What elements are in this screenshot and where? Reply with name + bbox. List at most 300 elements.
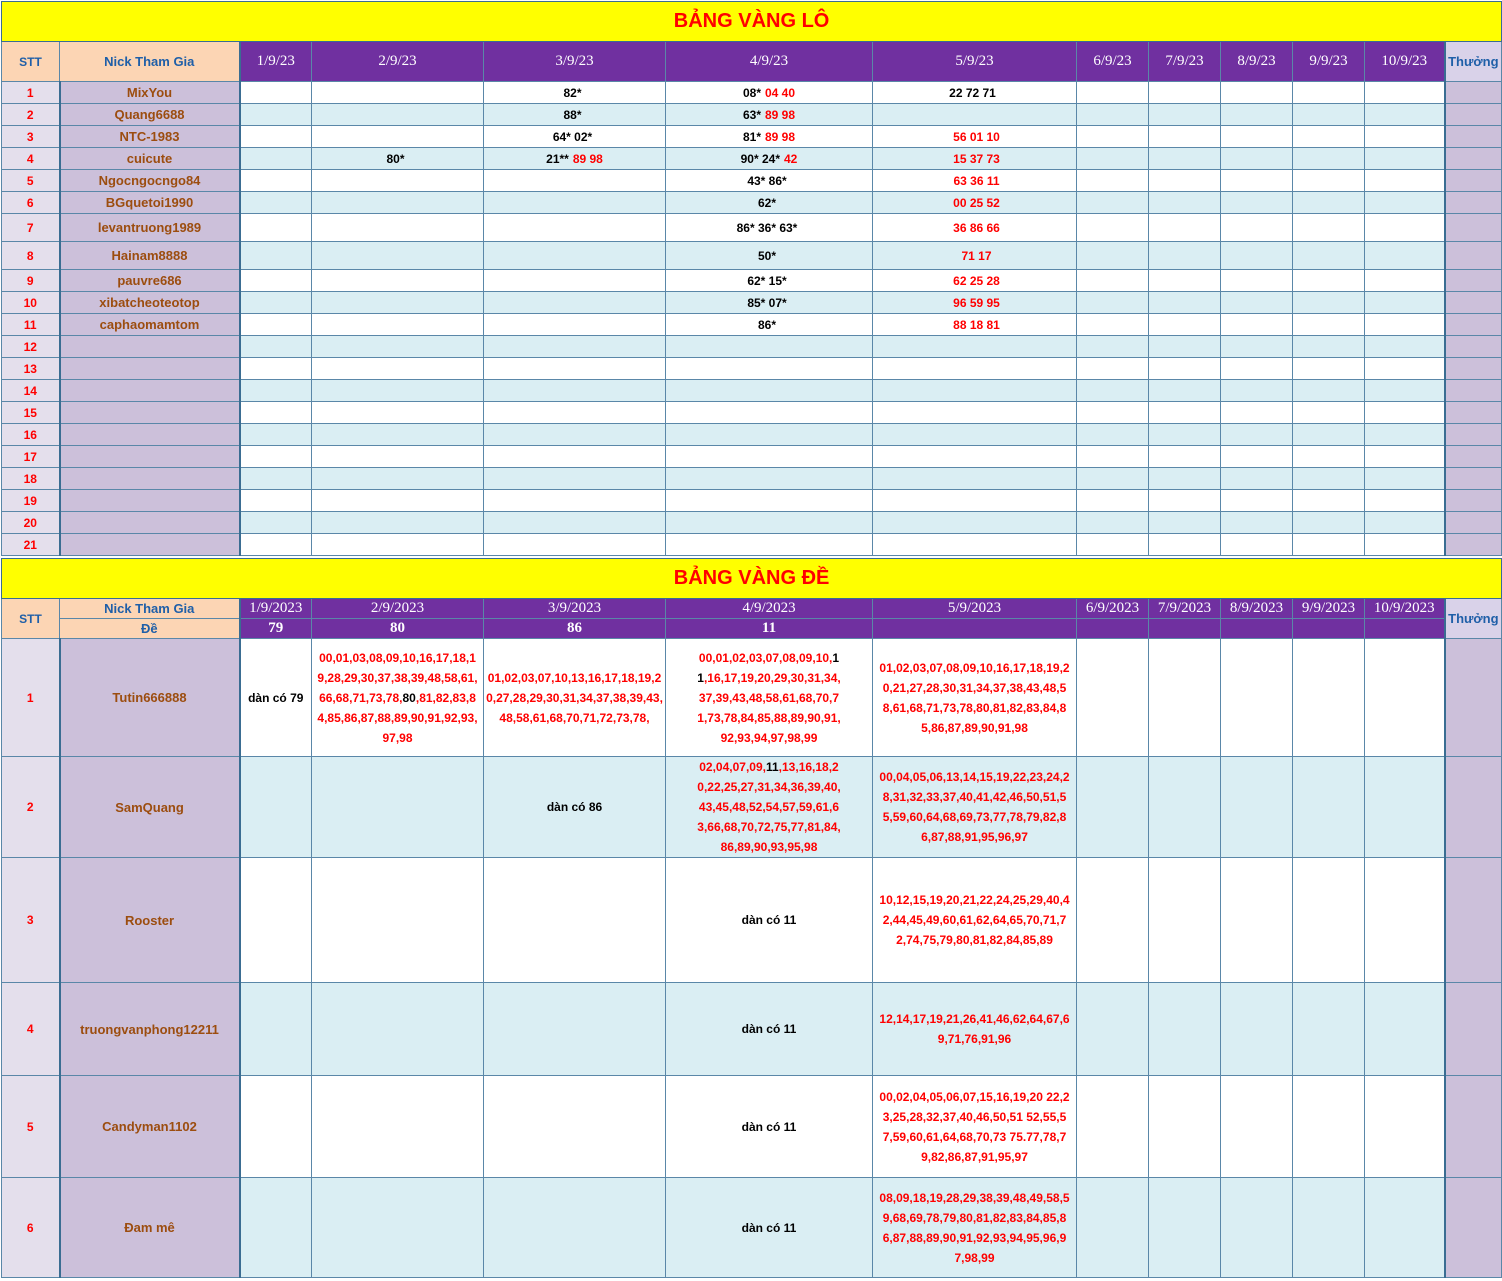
nick-cell: caphaomamtom xyxy=(60,314,240,336)
entry-cell xyxy=(1221,490,1293,512)
award-cell xyxy=(1445,126,1502,148)
entry-cell xyxy=(1221,192,1293,214)
entry-cell xyxy=(484,170,666,192)
entry-cell xyxy=(1149,757,1221,858)
entry-cell xyxy=(1149,1178,1221,1278)
dan-numbers: 02,04,07,09, xyxy=(699,760,766,774)
entry-cell xyxy=(873,983,1077,1076)
entry-cell xyxy=(484,126,666,148)
hit-text: 15 37 73 xyxy=(953,151,1000,166)
nick-cell: MixYou xyxy=(60,82,240,104)
entry-cell xyxy=(873,858,1077,983)
entry-cell xyxy=(1293,424,1365,446)
de-table xyxy=(1,558,1502,1278)
entry-cell xyxy=(1077,639,1149,757)
date-header: 10/9/23 xyxy=(1365,42,1445,82)
entry-cell xyxy=(312,639,484,757)
entry-cell xyxy=(1221,358,1293,380)
pick-text: 63* xyxy=(742,107,761,122)
entry-cell xyxy=(1149,104,1221,126)
entry-cell xyxy=(240,402,312,424)
stt-cell: 5 xyxy=(2,1076,60,1178)
dan-note: dàn có 86 xyxy=(546,800,603,814)
entry-cell xyxy=(1293,468,1365,490)
table-row xyxy=(2,639,1502,757)
table-row xyxy=(2,148,1502,170)
hit-text: 89 98 xyxy=(765,107,796,122)
award-cell xyxy=(1445,214,1502,242)
hit-text: 62 25 28 xyxy=(953,273,1000,288)
entry-cell xyxy=(1221,858,1293,983)
entry-cell xyxy=(1221,1076,1293,1178)
entry-cell xyxy=(312,490,484,512)
nick-cell xyxy=(60,512,240,534)
table-row xyxy=(2,983,1502,1076)
entry-cell xyxy=(873,170,1077,192)
date-header: 10/9/2023 xyxy=(1365,599,1445,619)
entry-cell xyxy=(1221,292,1293,314)
entry-cell xyxy=(666,512,873,534)
entry-cell xyxy=(1077,148,1149,170)
entry-cell xyxy=(1077,468,1149,490)
entry-cell xyxy=(873,82,1077,104)
entry-cell xyxy=(1365,82,1445,104)
entry-cell xyxy=(873,270,1077,292)
entry-cell xyxy=(1077,402,1149,424)
de-result: 11 xyxy=(666,619,873,639)
entry-cell xyxy=(312,468,484,490)
entry-cell xyxy=(312,292,484,314)
pick-text: 86* 36* 63* xyxy=(736,220,798,235)
pick-text: 85* 07* xyxy=(747,295,787,310)
entry-cell xyxy=(1149,534,1221,556)
stt-cell: 3 xyxy=(2,126,60,148)
entry-cell xyxy=(1077,104,1149,126)
award-cell xyxy=(1445,242,1502,270)
table-row xyxy=(2,757,1502,858)
table-row xyxy=(2,242,1502,270)
entry-cell xyxy=(240,512,312,534)
entry-cell xyxy=(1149,336,1221,358)
entry-cell xyxy=(1365,192,1445,214)
dan-numbers: 00,02,04,05,06,07,15,16,19,20 22,23,25,28,32,37,40,46,50,51 52,55,57,59,60,61,64,68,70,73 75.77,78,79,82,86,87,91,95,97 xyxy=(879,1089,1070,1164)
entry-cell xyxy=(873,192,1077,214)
date-header: 8/9/2023 xyxy=(1221,599,1293,619)
de-result xyxy=(1077,619,1149,639)
entry-cell xyxy=(484,534,666,556)
de-result-label: Đề xyxy=(60,619,240,639)
entry-cell xyxy=(240,126,312,148)
entry-cell xyxy=(666,148,873,170)
entry-cell xyxy=(1149,270,1221,292)
entry-cell xyxy=(1293,639,1365,757)
entry-cell xyxy=(240,380,312,402)
date-header: 1/9/23 xyxy=(240,42,312,82)
entry-cell xyxy=(666,490,873,512)
table-row xyxy=(2,104,1502,126)
entry-cell xyxy=(240,270,312,292)
entry-cell xyxy=(1149,858,1221,983)
award-cell xyxy=(1445,336,1502,358)
entry-cell xyxy=(1077,490,1149,512)
entry-cell xyxy=(1221,424,1293,446)
stt-cell: 10 xyxy=(2,292,60,314)
entry-cell xyxy=(1077,170,1149,192)
entry-cell xyxy=(312,757,484,858)
table-row xyxy=(2,336,1502,358)
entry-cell xyxy=(484,104,666,126)
entry-cell xyxy=(873,358,1077,380)
award-cell xyxy=(1445,858,1502,983)
entry-cell xyxy=(666,126,873,148)
stt-cell: 21 xyxy=(2,534,60,556)
entry-cell xyxy=(240,490,312,512)
entry-cell xyxy=(484,270,666,292)
dan-numbers: ,81,82,83,84,85,86,87,88,89,90,91,92,93,97,98 xyxy=(317,690,478,745)
table-row xyxy=(2,490,1502,512)
hit-text: 42 xyxy=(784,151,798,166)
stt-cell: 18 xyxy=(2,468,60,490)
table-row xyxy=(2,358,1502,380)
entry-cell xyxy=(1221,314,1293,336)
table-row xyxy=(2,126,1502,148)
entry-cell xyxy=(1365,983,1445,1076)
award-cell xyxy=(1445,639,1502,757)
entry-cell xyxy=(666,242,873,270)
table-row xyxy=(2,424,1502,446)
award-cell xyxy=(1445,1076,1502,1178)
award-cell xyxy=(1445,292,1502,314)
stt-cell: 19 xyxy=(2,490,60,512)
award-cell xyxy=(1445,757,1502,858)
entry-cell xyxy=(1365,336,1445,358)
entry-cell xyxy=(484,380,666,402)
table-row xyxy=(2,534,1502,556)
entry-cell xyxy=(873,336,1077,358)
nick-cell: levantruong1989 xyxy=(60,214,240,242)
table-row xyxy=(2,82,1502,104)
award-cell xyxy=(1445,468,1502,490)
entry-cell xyxy=(873,490,1077,512)
entry-cell xyxy=(666,336,873,358)
nick-cell xyxy=(60,424,240,446)
entry-cell xyxy=(1293,402,1365,424)
entry-cell xyxy=(1221,126,1293,148)
pick-text: 62* xyxy=(757,195,777,210)
pick-text: 50* xyxy=(757,248,777,263)
entry-cell xyxy=(484,468,666,490)
entry-cell xyxy=(1293,358,1365,380)
de-table-title: BẢNG VÀNG ĐỀ xyxy=(2,559,1502,599)
nick-cell: Ngocngocngo84 xyxy=(60,170,240,192)
entry-cell xyxy=(873,126,1077,148)
pick-text: 43* 86* xyxy=(747,173,787,188)
hit-text: 89 98 xyxy=(765,129,796,144)
entry-cell xyxy=(1149,192,1221,214)
date-header: 3/9/2023 xyxy=(484,599,666,619)
pick-text: 22 72 71 xyxy=(949,85,996,100)
entry-cell xyxy=(1077,358,1149,380)
entry-cell xyxy=(1149,380,1221,402)
entry-cell xyxy=(1293,82,1365,104)
entry-cell xyxy=(1293,214,1365,242)
entry-cell xyxy=(1293,126,1365,148)
table-row xyxy=(2,270,1502,292)
entry-cell xyxy=(484,192,666,214)
award-cell xyxy=(1445,314,1502,336)
award-cell xyxy=(1445,424,1502,446)
entry-cell xyxy=(1365,358,1445,380)
entry-cell xyxy=(240,757,312,858)
entry-cell xyxy=(240,336,312,358)
entry-cell xyxy=(873,468,1077,490)
entry-cell xyxy=(1293,380,1365,402)
entry-cell xyxy=(312,314,484,336)
dan-numbers: 10,12,15,19,20,21,22,24,25,29,40,42,44,45,49,60,61,62,64,65,70,71,72,74,75,79,80,81,82,84,85,89 xyxy=(879,893,1070,947)
entry-cell xyxy=(312,82,484,104)
entry-cell xyxy=(1221,1178,1293,1278)
entry-cell xyxy=(484,314,666,336)
stt-cell: 20 xyxy=(2,512,60,534)
entry-cell xyxy=(312,104,484,126)
entry-cell xyxy=(1149,424,1221,446)
nick-cell: Hainam8888 xyxy=(60,242,240,270)
nick-cell: Tutin666888 xyxy=(60,639,240,757)
table-row xyxy=(2,446,1502,468)
nick-header: Nick Tham Gia xyxy=(60,599,240,619)
nick-cell: xibatcheoteotop xyxy=(60,292,240,314)
entry-cell xyxy=(240,192,312,214)
pick-text: 80* xyxy=(386,151,405,166)
entry-cell xyxy=(1293,1076,1365,1178)
award-cell xyxy=(1445,358,1502,380)
stt-cell: 17 xyxy=(2,446,60,468)
entry-cell xyxy=(484,490,666,512)
entry-cell xyxy=(484,446,666,468)
de-result: 79 xyxy=(240,619,312,639)
nick-cell xyxy=(60,358,240,380)
entry-cell xyxy=(1077,214,1149,242)
entry-cell xyxy=(1149,512,1221,534)
entry-cell xyxy=(312,214,484,242)
dan-note: dàn có 11 xyxy=(741,1119,797,1134)
nick-cell xyxy=(60,402,240,424)
entry-cell xyxy=(666,468,873,490)
entry-cell xyxy=(484,512,666,534)
hit-text: 63 36 11 xyxy=(953,173,1000,188)
entry-cell xyxy=(873,1076,1077,1178)
entry-cell xyxy=(484,1178,666,1278)
table-row xyxy=(2,314,1502,336)
nick-cell: Đam mê xyxy=(60,1178,240,1278)
dan-note: dàn có 11 xyxy=(741,913,797,927)
entry-cell xyxy=(873,314,1077,336)
entry-cell xyxy=(484,148,666,170)
dan-numbers: 00,01,03,08,09,10,16,17,18,19,28,29,30,37,38,39,48,58,61,66,68,71,73,78, xyxy=(317,650,478,705)
entry-cell xyxy=(312,192,484,214)
entry-cell xyxy=(240,446,312,468)
date-header: 3/9/23 xyxy=(484,42,666,82)
entry-cell xyxy=(1293,446,1365,468)
award-cell xyxy=(1445,490,1502,512)
nick-cell: Quang6688 xyxy=(60,104,240,126)
stt-cell: 4 xyxy=(2,148,60,170)
award-cell xyxy=(1445,270,1502,292)
entry-cell xyxy=(240,292,312,314)
entry-cell xyxy=(1221,336,1293,358)
date-header: 7/9/2023 xyxy=(1149,599,1221,619)
hit-text: 96 59 95 xyxy=(953,295,1000,310)
entry-cell xyxy=(873,242,1077,270)
entry-cell xyxy=(1149,1076,1221,1178)
entry-cell xyxy=(1365,292,1445,314)
pick-text: 88* xyxy=(563,107,582,122)
date-header: 6/9/23 xyxy=(1077,42,1149,82)
entry-cell xyxy=(1365,512,1445,534)
date-header: 7/9/23 xyxy=(1149,42,1221,82)
entry-cell xyxy=(1149,242,1221,270)
entry-cell xyxy=(484,402,666,424)
entry-cell xyxy=(1221,468,1293,490)
entry-cell xyxy=(312,242,484,270)
hit-number: 11 xyxy=(697,650,840,685)
entry-cell xyxy=(1293,490,1365,512)
entry-cell xyxy=(1293,104,1365,126)
date-header: 2/9/2023 xyxy=(312,599,484,619)
entry-cell xyxy=(312,402,484,424)
entry-cell xyxy=(1077,446,1149,468)
pick-text: 64* 02* xyxy=(552,129,593,144)
entry-cell xyxy=(666,639,873,757)
entry-cell xyxy=(484,1076,666,1178)
entry-cell xyxy=(1077,314,1149,336)
entry-cell xyxy=(1293,534,1365,556)
dan-note: dàn có 11 xyxy=(741,1220,797,1235)
entry-cell xyxy=(1293,148,1365,170)
entry-cell xyxy=(873,380,1077,402)
entry-cell xyxy=(1149,468,1221,490)
date-header: 5/9/2023 xyxy=(873,599,1077,619)
stt-cell: 7 xyxy=(2,214,60,242)
de-result xyxy=(1365,619,1445,639)
entry-cell xyxy=(1149,214,1221,242)
entry-cell xyxy=(312,424,484,446)
entry-cell xyxy=(312,446,484,468)
entry-cell xyxy=(666,170,873,192)
entry-cell xyxy=(1365,490,1445,512)
dan-numbers: ,13,16,18,20,22,25,27,31,34,36,39,40,43,45,48,52,54,57,59,61,63,66,68,70,72,75,77,81,84,86,89,90,93,95,98 xyxy=(697,760,841,854)
dan-note: dàn có 79 xyxy=(248,690,304,705)
entry-cell xyxy=(240,104,312,126)
nick-cell: NTC-1983 xyxy=(60,126,240,148)
entry-cell xyxy=(1149,358,1221,380)
entry-cell xyxy=(312,534,484,556)
entry-cell xyxy=(312,170,484,192)
award-cell xyxy=(1445,402,1502,424)
hit-text: 36 86 66 xyxy=(953,220,1000,235)
entry-cell xyxy=(1365,104,1445,126)
stt-cell: 1 xyxy=(2,639,60,757)
entry-cell xyxy=(666,402,873,424)
stt-cell: 3 xyxy=(2,858,60,983)
entry-cell xyxy=(666,1076,873,1178)
award-cell xyxy=(1445,170,1502,192)
entry-cell xyxy=(312,270,484,292)
pick-text: 08* xyxy=(742,85,761,100)
entry-cell xyxy=(312,1178,484,1278)
entry-cell xyxy=(312,1076,484,1178)
date-header: 6/9/2023 xyxy=(1077,599,1149,619)
pick-text: 81* xyxy=(742,129,761,144)
entry-cell xyxy=(1293,336,1365,358)
entry-cell xyxy=(1365,148,1445,170)
table-row xyxy=(2,468,1502,490)
entry-cell xyxy=(240,242,312,270)
entry-cell xyxy=(240,314,312,336)
de-result xyxy=(1221,619,1293,639)
table-row xyxy=(2,1076,1502,1178)
entry-cell xyxy=(1365,534,1445,556)
nick-cell: Rooster xyxy=(60,858,240,983)
entry-cell xyxy=(873,214,1077,242)
entry-cell xyxy=(1077,983,1149,1076)
entry-cell xyxy=(666,858,873,983)
entry-cell xyxy=(240,424,312,446)
entry-cell xyxy=(1293,292,1365,314)
stt-cell: 2 xyxy=(2,757,60,858)
entry-cell xyxy=(1149,292,1221,314)
dan-numbers: 01,02,03,07,08,09,10,16,17,18,19,20,21,27,28,30,31,34,37,38,43,48,58,61,68,71,73,78,80,81,82,83,84,85,86,87,89,90,91,98 xyxy=(879,660,1070,735)
table-row xyxy=(2,858,1502,983)
hit-text: 88 18 81 xyxy=(953,317,1000,332)
entry-cell xyxy=(312,148,484,170)
entry-cell xyxy=(1077,757,1149,858)
entry-cell xyxy=(873,639,1077,757)
entry-cell xyxy=(666,104,873,126)
date-header: 4/9/23 xyxy=(666,42,873,82)
stt-cell: 6 xyxy=(2,1178,60,1278)
entry-cell xyxy=(1365,402,1445,424)
entry-cell xyxy=(873,148,1077,170)
de-result: 80 xyxy=(312,619,484,639)
award-header: Thưởng xyxy=(1445,42,1502,82)
entry-cell xyxy=(666,192,873,214)
table-row xyxy=(2,292,1502,314)
de-result: 86 xyxy=(484,619,666,639)
entry-cell xyxy=(1293,314,1365,336)
entry-cell xyxy=(1293,1178,1365,1278)
date-header: 8/9/23 xyxy=(1221,42,1293,82)
entry-cell xyxy=(666,270,873,292)
award-cell xyxy=(1445,1178,1502,1278)
entry-cell xyxy=(666,534,873,556)
stt-cell: 11 xyxy=(2,314,60,336)
entry-cell xyxy=(1365,126,1445,148)
award-cell xyxy=(1445,446,1502,468)
pick-text: 86* xyxy=(757,317,777,332)
date-header: 5/9/23 xyxy=(873,42,1077,82)
entry-cell xyxy=(1077,858,1149,983)
entry-cell xyxy=(1365,468,1445,490)
nick-cell xyxy=(60,380,240,402)
entry-cell xyxy=(1365,270,1445,292)
entry-cell xyxy=(873,534,1077,556)
entry-cell xyxy=(666,82,873,104)
entry-cell xyxy=(240,1178,312,1278)
date-header: 1/9/2023 xyxy=(240,599,312,619)
entry-cell xyxy=(312,380,484,402)
pick-text: 90* 24* xyxy=(740,151,780,166)
